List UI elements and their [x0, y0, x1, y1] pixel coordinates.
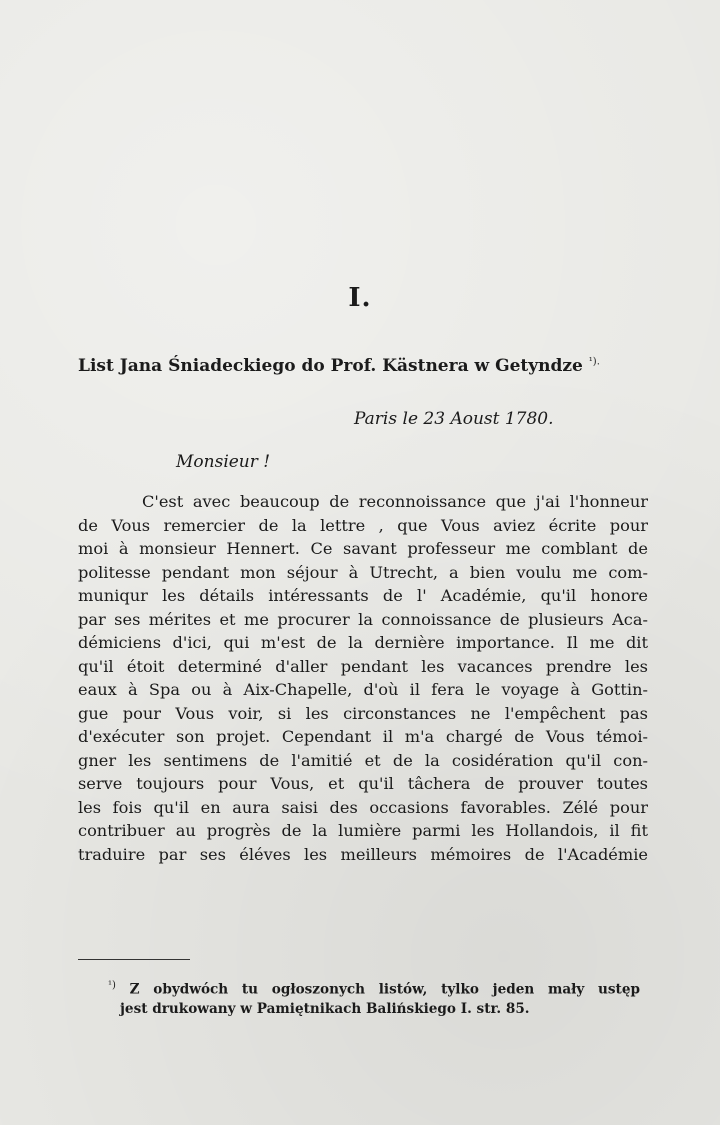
body-line: muniqur les détails intéressants de l' Académie, qu'il honore — [78, 586, 648, 605]
footnote-divider — [78, 959, 190, 960]
footnote-line — [108, 976, 640, 1000]
body-line: moi à monsieur Hennert. Ce savant professeur me comblant de — [78, 539, 648, 558]
body-line: les fois qu'il en aura saisi des occasions favorables. Zélé pour — [78, 797, 648, 817]
body-line: d'exécuter son projet. Cependant il m'a chargé de Vous témoi- — [78, 727, 648, 746]
letter-salutation: Monsieur ! — [176, 452, 271, 472]
body-line: qu'il étoit determiné d'aller pendant les vacances prendre les — [78, 656, 648, 676]
letter-heading — [78, 356, 678, 376]
letter-heading-text: List Jana Śniadeckiego do Prof. Kästnera w Getyndze — [78, 356, 583, 376]
body-line: traduire par ses éléves les meilleurs mémoires de l'Académie — [78, 844, 648, 864]
chapter-number: I. — [348, 283, 372, 313]
body-line: gner les sentimens de l'amitié et de la cosidération qu'il con- — [78, 750, 648, 770]
body-line: gue pour Vous voir, si les circonstances ne l'empêchent pas — [78, 703, 648, 723]
body-line: politesse pendant mon séjour à Utrecht, a bien voulu me com- — [78, 562, 648, 582]
footnote-line: jest drukowany w Pamiętnikach Balińskiego I. str. 85. — [120, 1000, 530, 1017]
footnote-text-line-1: Z obydwóch tu ogłoszonych listów, tylko jeden mały ustęp — [129, 981, 640, 998]
letter-dateline: Paris le 23 Aoust 1780. — [354, 409, 554, 429]
body-line: eaux à Spa ou à Aix-Chapelle, d'où il fera le voyage à Gottin- — [78, 680, 648, 699]
body-line: démiciens d'ici, qui m'est de la dernière importance. Il me dit — [78, 633, 648, 652]
body-line: par ses mérites et me procurer la connoissance de plusieurs Aca- — [78, 609, 648, 629]
body-line: contribuer au progrès de la lumière parmi les Hollandois, il fit — [78, 821, 648, 840]
body-line: de Vous remercier de la lettre , que Vous aviez écrite pour — [78, 515, 648, 535]
body-line: serve toujours pour Vous, et qu'il tâchera de prouver toutes — [78, 774, 648, 793]
heading-footnote-mark: ¹). — [588, 356, 600, 368]
letter-body — [78, 490, 648, 866]
footnote — [108, 976, 640, 1019]
footnote-mark: ¹) — [108, 980, 116, 991]
body-line: C'est avec beaucoup de reconnoissance que j'ai l'honneur — [142, 492, 648, 511]
